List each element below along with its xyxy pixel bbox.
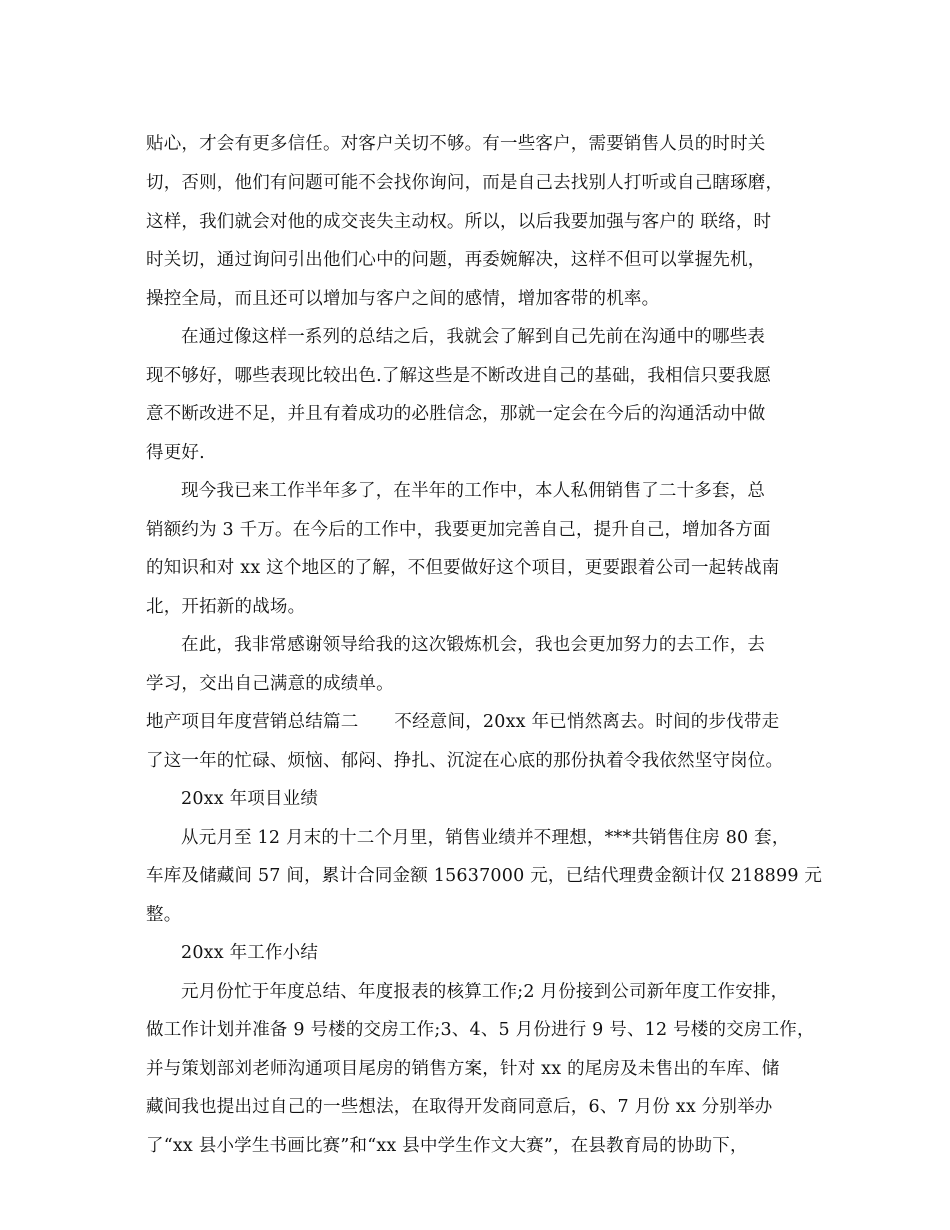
paragraph-line: 现不够好，哪些表现比较出色.了解这些是不断改进自己的基础，我相信只要我愿 (146, 366, 772, 386)
paragraph-line: 在通过像这样一系列的总结之后，我就会了解到自己先前在沟通中的哪些表 (181, 327, 766, 347)
paragraph-line: 从元月至 12 月末的十二个月里，销售业绩并不理想，***共销售住房 80 套， (181, 828, 790, 848)
paragraph-line: 了这一年的忙碌、烦恼、郁闷、挣扎、沉淀在心底的那份执着令我依然坚守岗位。 (146, 751, 784, 771)
paragraph-line: 学习，交出自己满意的成绩单。 (146, 674, 394, 694)
paragraph-line: 贴心，才会有更多信任。对客户关切不够。有一些客户，需要销售人员的时时关 (146, 134, 766, 154)
paragraph-line: 操控全局，而且还可以增加与客户之间的感情，增加客带的机率。 (146, 289, 660, 309)
paragraph-line: 在此，我非常感谢领导给我的这次锻炼机会，我也会更加努力的去工作，去 (181, 635, 766, 655)
paragraph-line: 元月份忙于年度总结、年度报表的核算工作;2 月份接到公司新年度工作安排， (181, 982, 789, 1002)
paragraph-line: 这样，我们就会对他的成交丧失主动权。所以，以后我要加强与客户的 联络，时 (146, 212, 772, 232)
paragraph-line: 现今我已来工作半年多了，在半年的工作中，本人私佣销售了二十多套，总 (181, 481, 766, 501)
paragraph-line: 了“xx 县小学生书画比赛”和“xx 县中学生作文大赛”，在县教育局的协助下， (146, 1136, 748, 1156)
paragraph-line: 切，否则，他们有问题可能不会找你询问，而是自己去找别人打听或自己瞎琢磨， (146, 173, 784, 193)
paragraph-line: 整。 (146, 905, 182, 925)
section-intro: 不经意间，20xx 年已悄然离去。时间的步伐带走 (394, 712, 780, 732)
paragraph-line: 藏间我也提出过自己的一些想法，在取得开发商同意后，6、7 月份 xx 分别举办 (146, 1097, 773, 1117)
paragraph-line: 的知识和对 xx 这个地区的了解，不但要做好这个项目，更要跟着公司一起转战南 (146, 558, 780, 578)
paragraph-line: 做工作计划并准备 9 号楼的交房工作;3、4、5 月份进行 9 号、12 号楼的交房工作， (146, 1020, 815, 1040)
section-title: 地产项目年度营销总结篇二 (146, 712, 359, 732)
subheading: 20xx 年工作小结 (181, 943, 319, 963)
paragraph-line: 得更好. (146, 443, 205, 463)
section-heading-line (146, 712, 779, 732)
paragraph-line: 销额约为 3 千万。在今后的工作中，我要更加完善自己，提升自己，增加各方面 (146, 520, 771, 540)
paragraph-line: 北，开拓新的战场。 (146, 597, 306, 617)
paragraph-line: 意不断改进不足，并且有着成功的必胜信念，那就一定会在今后的沟通活动中做 (146, 404, 766, 424)
paragraph-line: 车库及储藏间 57 间，累计合同金额 15637000 元，已结代理费金额计仅 218899 元 (146, 866, 823, 886)
subheading: 20xx 年项目业绩 (181, 789, 319, 809)
paragraph-line: 并与策划部刘老师沟通项目尾房的销售方案，针对 xx 的尾房及未售出的车库、储 (146, 1059, 780, 1079)
paragraph-line: 时关切，通过询问引出他们心中的问题，再委婉解决，这样不但可以掌握先机， (146, 250, 766, 270)
